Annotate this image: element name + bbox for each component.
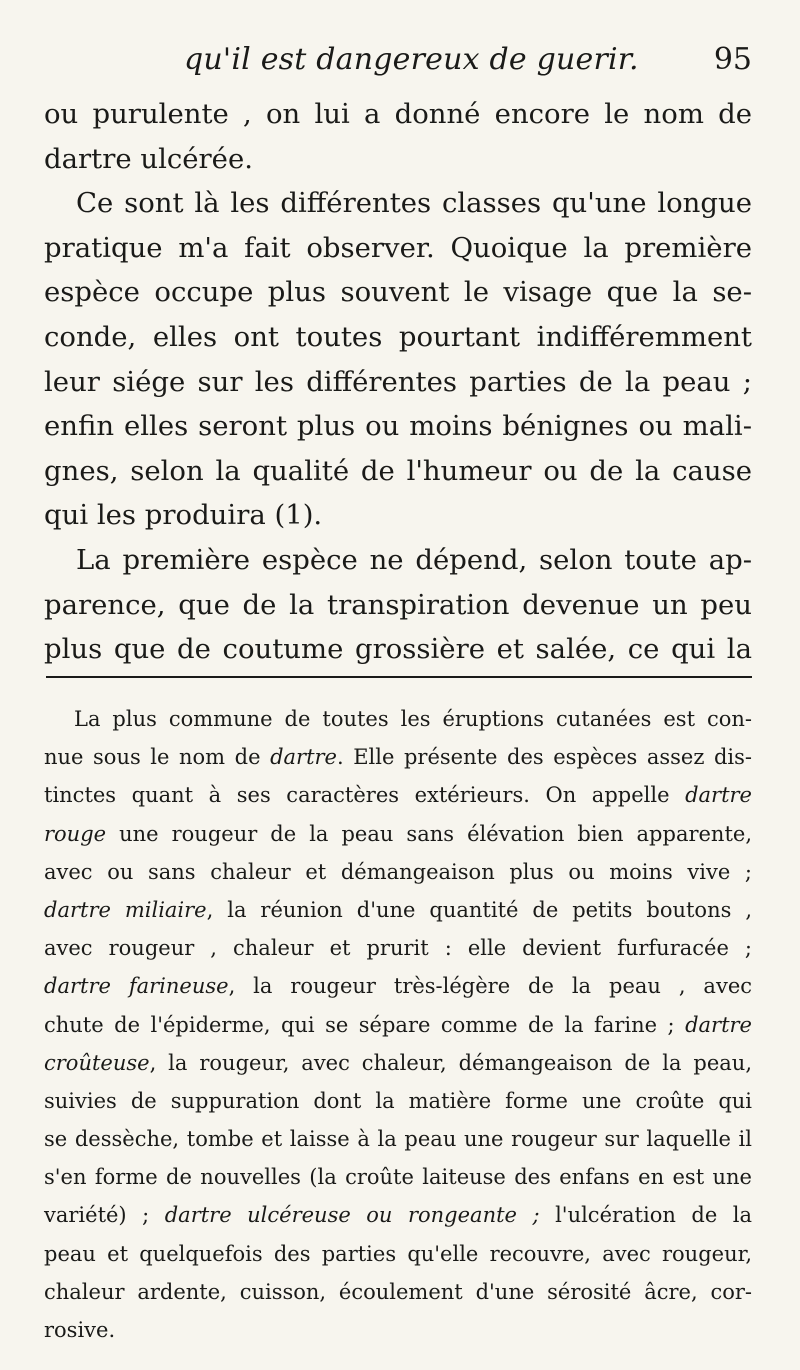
text-line: gnes, selon la qualité de l'humeur ou de la cause [44, 454, 752, 487]
footnote-line [44, 1006, 752, 1044]
footnote-line [44, 1196, 752, 1234]
footnote-term: dartre farineuse [44, 974, 229, 999]
footnote-line [44, 815, 752, 853]
footnote-term: dartre miliaire [44, 897, 207, 922]
text-line: Ce sont là les différentes classes qu'une longue [76, 187, 752, 220]
footnote-rule [46, 676, 752, 678]
footnote-line [44, 967, 752, 1005]
footnote-term: dartre [685, 1012, 752, 1037]
page-number: 95 [713, 42, 752, 77]
text-line: espèce occupe plus souvent le visage que la se- [44, 276, 752, 309]
text-line: La première espèce ne dépend, selon toute ap- [76, 543, 752, 576]
footnote-line: La plus commune de toutes les éruptions cutanées est con- [74, 707, 752, 731]
footnote-line [44, 738, 752, 776]
running-head [44, 42, 752, 82]
running-title: qu'il est dangereux de guerir. [184, 42, 639, 77]
footnote [44, 700, 752, 1349]
text-line: parence, que de la transpiration devenue un peu [44, 588, 752, 621]
footnote-line: chaleur ardente, cuisson, écoulement d'une sérosité âcre, cor- [44, 1279, 752, 1304]
footnote-line: peau et quelquefois des parties qu'elle recouvre, avec rougeur, [44, 1241, 752, 1266]
footnote-text: , la rougeur très-légère de la peau , avec [228, 974, 753, 999]
footnote-text: l'ulcération de la [539, 1203, 753, 1228]
text-line: plus que de coutume grossière et salée, ce qui la [44, 633, 752, 666]
text-line: pratique m'a fait observer. Quoique la première [44, 231, 752, 264]
footnote-line [44, 891, 752, 929]
text-line: ou purulente , on lui a donné encore le nom de [44, 98, 752, 130]
footnote-line: se dessèche, tombe et laisse à la peau une rougeur sur laquelle il [44, 1127, 752, 1152]
footnote-line: avec ou sans chaleur et démangeaison plus ou moins vive ; [44, 859, 752, 884]
footnote-line: rosive. [44, 1318, 116, 1342]
footnote-term: rouge [44, 821, 107, 846]
footnote-line: avec rougeur , chaleur et prurit : elle devient furfuracée ; [44, 936, 752, 961]
footnote-text: variété) ; [44, 1203, 165, 1228]
footnote-text: nue sous le nom de [44, 745, 271, 770]
text-line: qui les produira (1). [44, 499, 323, 532]
footnote-term: dartre ulcéreuse ou rongeante ; [164, 1203, 540, 1228]
footnote-text: . Elle présente des espèces assez dis- [337, 745, 752, 770]
footnote-text: une rougeur de la peau sans élévation bien apparente, [106, 821, 752, 846]
footnote-line: s'en forme de nouvelles (la croûte laiteuse des enfans en est une [44, 1165, 752, 1190]
footnote-text: , la réunion d'une quantité de petits boutons , [206, 897, 752, 922]
footnote-line: suivies de suppuration dont la matière forme une croûte qui [44, 1088, 752, 1113]
footnote-term: dartre [685, 783, 752, 808]
footnote-term: dartre [270, 745, 337, 770]
text-line: enfin elles seront plus ou moins bénignes ou mali- [44, 410, 752, 443]
footnote-term: croûteuse [44, 1050, 150, 1075]
footnote-line [44, 1044, 752, 1082]
footnote-text: tinctes quant à ses caractères extérieurs. On appelle [44, 783, 686, 808]
main-text [44, 92, 752, 672]
footnote-text: , la rougeur, avec chaleur, démangeaison de la peau, [149, 1050, 752, 1075]
text-line: conde, elles ont toutes pourtant indifféremment [44, 320, 752, 353]
text-line: dartre ulcérée. [44, 142, 253, 175]
footnote-text: chute de l'épiderme, qui se sépare comme de la farine ; [44, 1012, 686, 1037]
text-line: leur siége sur les différentes parties de la peau ; [44, 365, 752, 398]
footnote-line [44, 776, 752, 814]
